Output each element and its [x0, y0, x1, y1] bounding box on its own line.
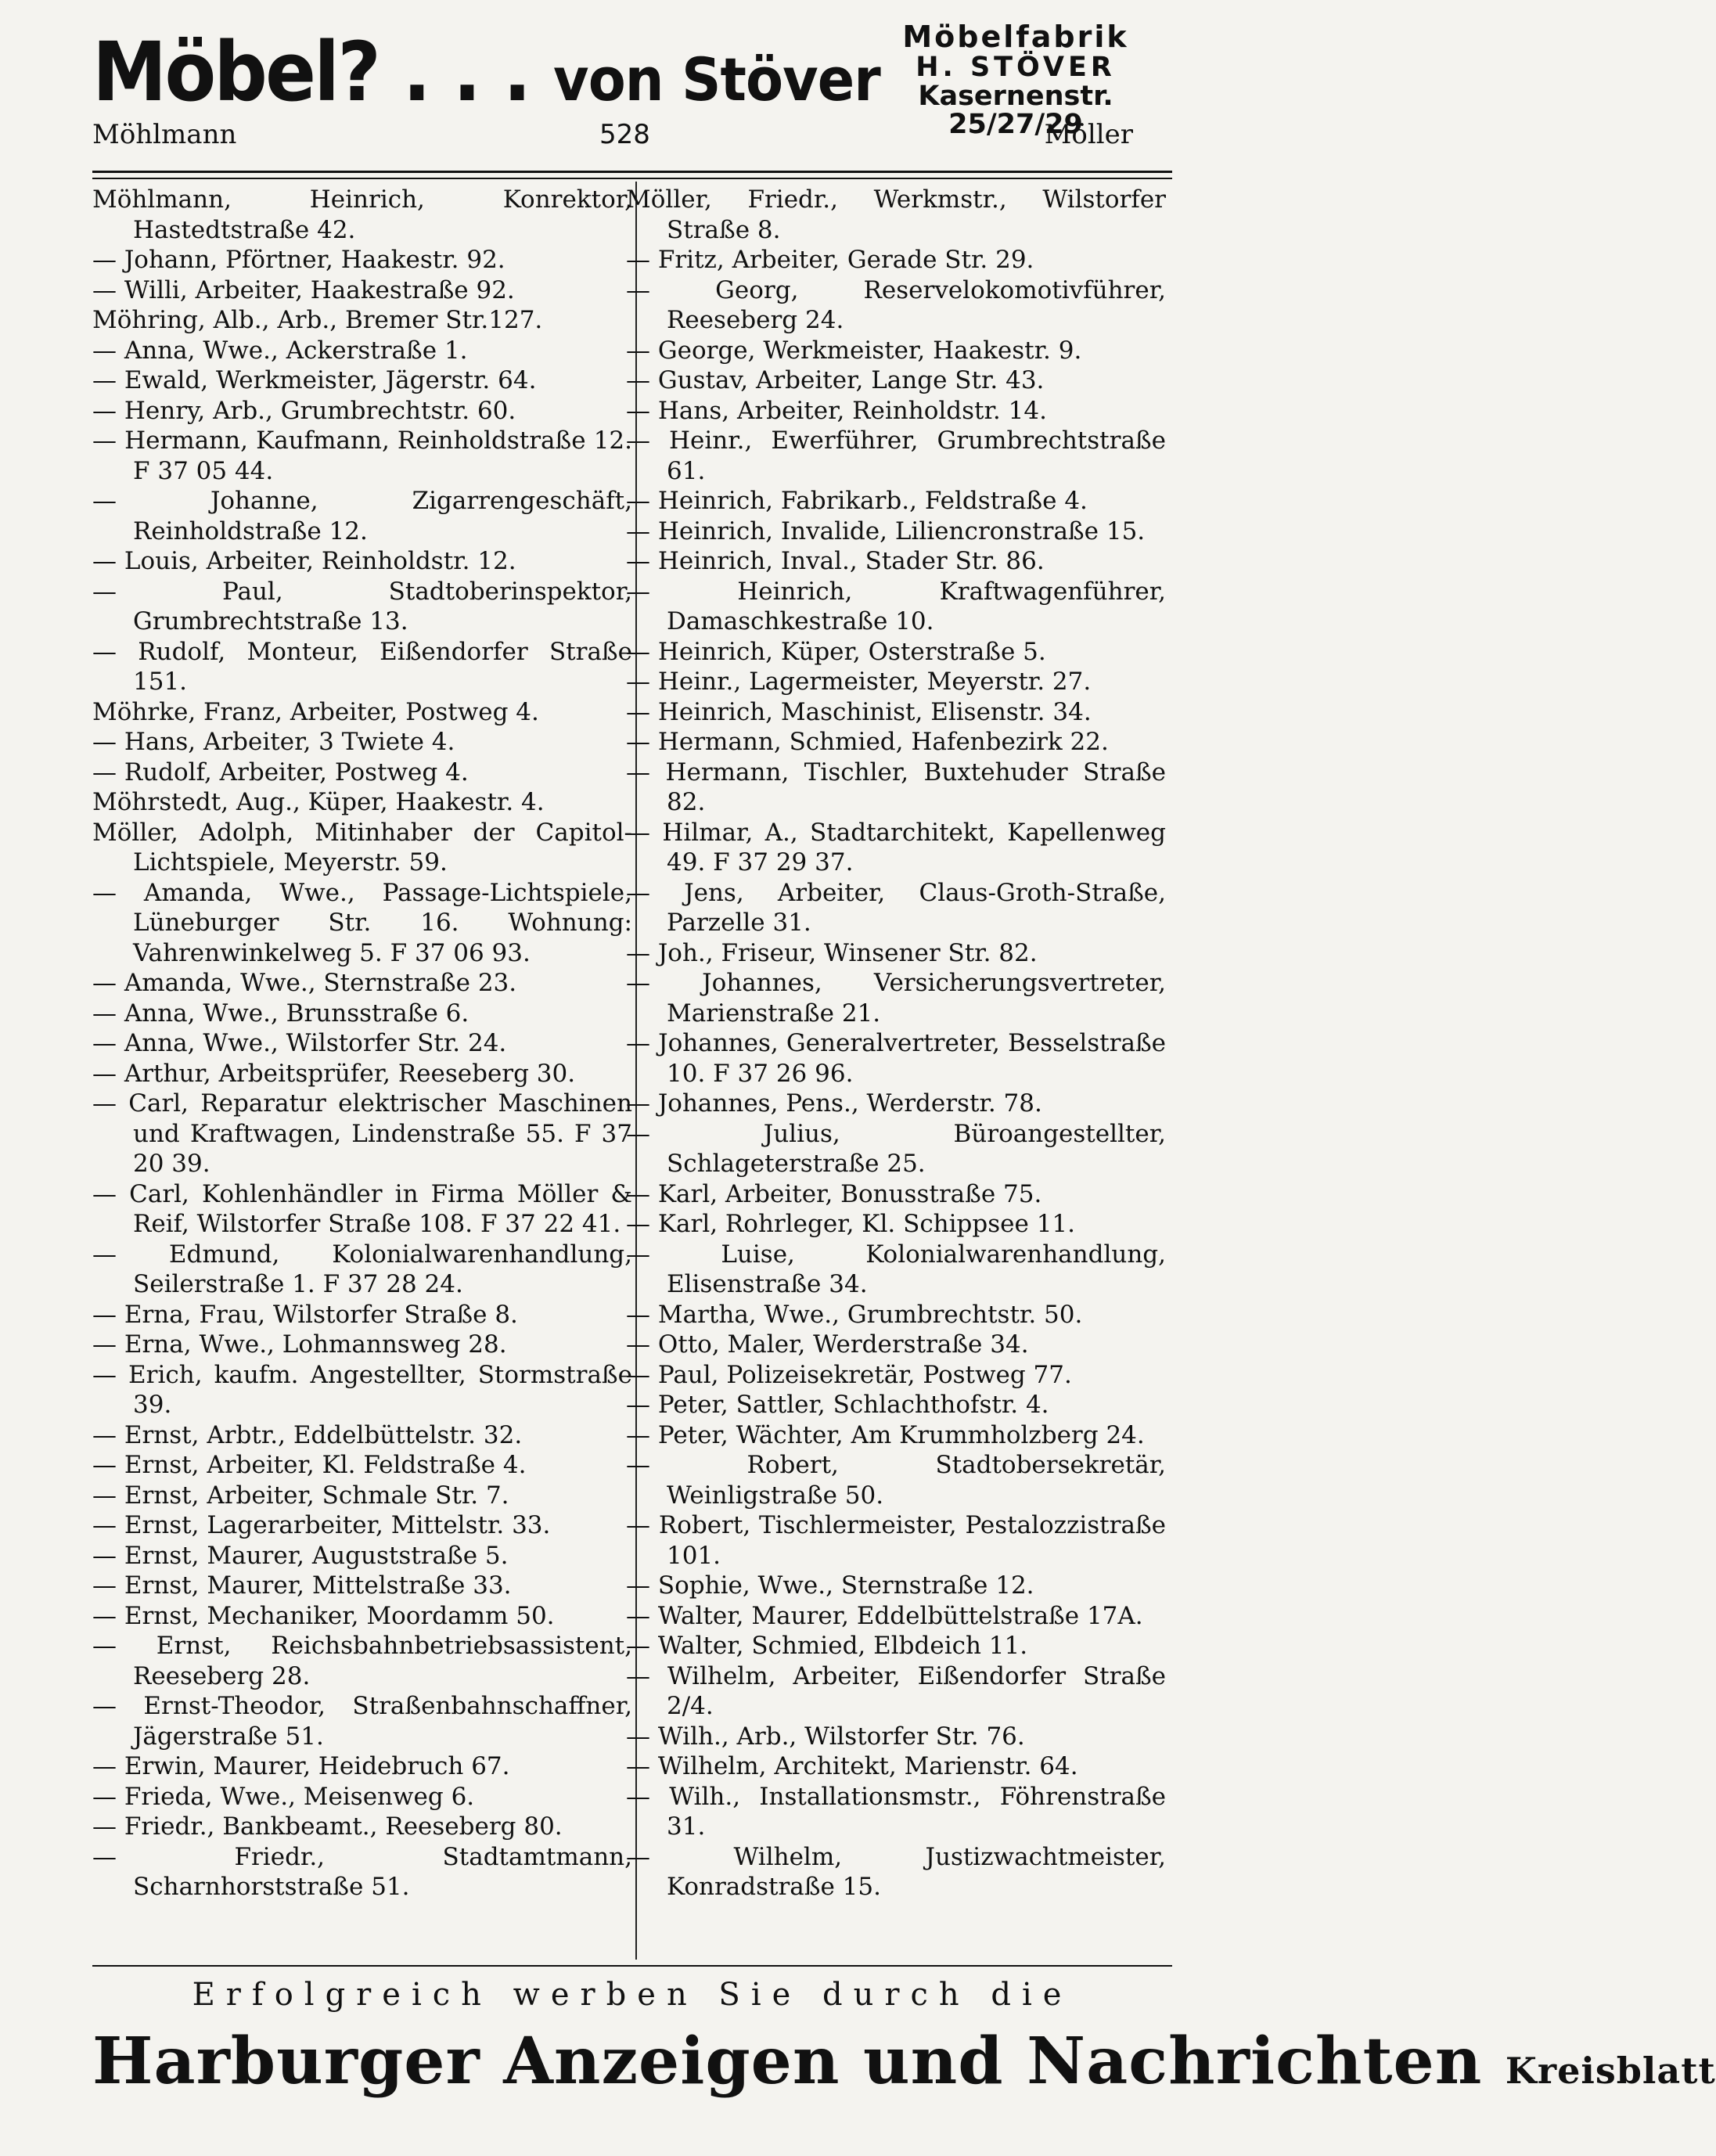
directory-entry: — Gustav, Arbeiter, Lange Str. 43. [626, 366, 1045, 394]
directory-entry: — Rudolf, Monteur, Eißendorfer Straße 151. [92, 637, 632, 696]
directory-entry: — Paul, Polizeisekretär, Postweg 77. [626, 1360, 1072, 1389]
directory-entry: — Heinr., Lagermeister, Meyerstr. 27. [626, 668, 1092, 696]
directory-entry: — Robert, Tischlermeister, Pestalozzistraße 101. [626, 1511, 1166, 1570]
directory-entry: — Hermann, Schmied, Hafenbezirk 22. [626, 728, 1109, 756]
directory-entry: — Amanda, Wwe., Passage-Lichtspiele, Lüneburger Str. 16. Wohnung: Vahrenwinkelweg 5. F 37 06 93. [92, 878, 632, 967]
directory-entry: — Walter, Schmied, Elbdeich 11. [626, 1632, 1028, 1660]
header-first-name: Möhlmann [92, 119, 237, 150]
directory-entry: — Fritz, Arbeiter, Gerade Str. 29. [626, 246, 1034, 274]
directory-entry: — Erna, Frau, Wilstorfer Straße 8. [92, 1300, 518, 1329]
directory-entry: — Robert, Stadtobersekretär, Weinligstraße 50. [626, 1451, 1166, 1510]
advert-company-name: H. STÖVER [916, 51, 1116, 83]
directory-entry: — Friedr., Bankbeamt., Reeseberg 80. [92, 1812, 563, 1841]
directory-entry: — Erwin, Maurer, Heidebruch 67. [92, 1752, 510, 1780]
advert-newspaper-title: Harburger Anzeigen und Nachrichten [92, 2024, 1483, 2099]
directory-entry: — Heinrich, Küper, Osterstraße 5. [626, 637, 1046, 666]
advert-newspaper-suffix: Kreisblatt [1505, 2050, 1716, 2092]
directory-entry: — Wilhelm, Arbeiter, Eißendorfer Straße 2/4. [626, 1661, 1166, 1720]
bottom-advertisement [92, 1972, 1716, 2129]
directory-entry: — Wilh., Arb., Wilstorfer Str. 76. [626, 1722, 1025, 1751]
directory-entry: — Amanda, Wwe., Sternstraße 23. [92, 969, 517, 997]
directory-entry: — Ernst, Reichsbahnbetriebsassistent, Reeseberg 28. [92, 1632, 632, 1690]
directory-entry: — Johannes, Versicherungsvertreter, Marienstraße 21. [626, 969, 1166, 1028]
directory-entry: — Johannes, Generalvertreter, Besselstraße 10. F 37 26 96. [626, 1029, 1166, 1088]
directory-entry: — Ernst, Maurer, Mittelstraße 33. [92, 1571, 512, 1600]
advert-tagline: Erfolgreich werben Sie durch die [192, 1977, 1073, 2013]
directory-entry: — Heinrich, Maschinist, Elisenstr. 34. [626, 697, 1092, 726]
directory-entry: — Erna, Wwe., Lohmannsweg 28. [92, 1330, 507, 1359]
directory-entry: — Georg, Reservelokomotivführer, Reeseberg 24. [626, 275, 1166, 334]
directory-entry: — Julius, Büroangestellter, Schlageterstraße 25. [626, 1119, 1166, 1178]
running-header [92, 119, 1133, 158]
directory-entry: Möhrke, Franz, Arbeiter, Postweg 4. [92, 697, 539, 726]
left-column [92, 185, 632, 1902]
directory-entry: — Frieda, Wwe., Meisenweg 6. [92, 1782, 475, 1811]
header-last-name: Möller [1044, 119, 1133, 150]
directory-entry: — Johann, Pförtner, Haakestr. 92. [92, 246, 505, 274]
directory-entry: Möhrstedt, Aug., Küper, Haakestr. 4. [92, 788, 545, 816]
directory-entry: — Hans, Arbeiter, 3 Twiete 4. [92, 728, 455, 756]
directory-entry: — Ernst, Maurer, Auguststraße 5. [92, 1541, 509, 1570]
directory-entry: — Ernst-Theodor, Straßenbahnschaffner, Jägerstraße 51. [92, 1692, 632, 1751]
directory-entry: — Wilh., Installationsmstr., Föhrenstraße 31. [626, 1782, 1166, 1841]
directory-entry: — Hilmar, A., Stadtarchitekt, Kapellenweg 49. F 37 29 37. [626, 818, 1166, 876]
directory-entry: — Ewald, Werkmeister, Jägerstr. 64. [92, 366, 537, 394]
directory-entry: — Ernst, Arbeiter, Schmale Str. 7. [92, 1481, 509, 1510]
directory-entry: — Carl, Kohlenhändler in Firma Möller & Reif, Wilstorfer Straße 108. F 37 22 41. [92, 1179, 632, 1238]
directory-entry: Möller, Friedr., Werkmstr., Wilstorfer Straße 8. [626, 185, 1166, 244]
directory-entry: — Jens, Arbeiter, Claus-Groth-Straße, Parzelle 31. [626, 878, 1166, 937]
directory-entry: — Luise, Kolonialwarenhandlung, Elisenstraße 34. [626, 1240, 1166, 1298]
directory-entry: — Peter, Sattler, Schlachthofstr. 4. [626, 1391, 1049, 1419]
header-rule-thin [92, 178, 1172, 179]
directory-entry: — Ernst, Arbeiter, Kl. Feldstraße 4. [92, 1451, 527, 1479]
directory-entry: Möhring, Alb., Arb., Bremer Str.127. [92, 306, 543, 334]
directory-entry: — Paul, Stadtoberinspektor, Grumbrechtstraße 13. [92, 577, 632, 635]
directory-entry: — Anna, Wwe., Wilstorfer Str. 24. [92, 1029, 507, 1057]
directory-entry: — Walter, Maurer, Eddelbüttelstraße 17A. [626, 1601, 1143, 1630]
advert-slogan [92, 24, 880, 120]
directory-entry: — Anna, Wwe., Ackerstraße 1. [92, 336, 468, 365]
directory-entry: — Ernst, Arbtr., Eddelbüttelstr. 32. [92, 1420, 523, 1449]
directory-entry: — Friedr., Stadtamtmann, Scharnhorststraße 51. [92, 1842, 632, 1901]
advert-company-type: Möbelfabrik [902, 20, 1129, 54]
directory-entry: Möller, Adolph, Mitinhaber der Capitol-Lichtspiele, Meyerstr. 59. [92, 818, 632, 876]
directory-entry: — Heinrich, Invalide, Liliencronstraße 15. [626, 517, 1146, 545]
directory-entry: — Willi, Arbeiter, Haakestraße 92. [92, 275, 515, 304]
directory-entry: — Rudolf, Arbeiter, Postweg 4. [92, 758, 469, 786]
directory-entry: — Karl, Arbeiter, Bonusstraße 75. [626, 1179, 1042, 1208]
directory-entry: — Hermann, Tischler, Buxtehuder Straße 82. [626, 758, 1166, 816]
directory-entry: Möhlmann, Heinrich, Konrektor, Hastedtstraße 42. [92, 185, 632, 244]
directory-entry: — Edmund, Kolonialwarenhandlung, Seilerstraße 1. F 37 28 24. [92, 1240, 632, 1298]
directory-entry: — Heinr., Ewerführer, Grumbrechtstraße 61. [626, 427, 1166, 485]
directory-entry: — Joh., Friseur, Winsener Str. 82. [626, 938, 1038, 967]
directory-entry: — George, Werkmeister, Haakestr. 9. [626, 336, 1082, 365]
directory-entry: — Martha, Wwe., Grumbrechtstr. 50. [626, 1300, 1083, 1329]
directory-entry: — Heinrich, Fabrikarb., Feldstraße 4. [626, 487, 1088, 515]
directory-entry: — Louis, Arbeiter, Reinholdstr. 12. [92, 547, 516, 575]
footer-rule [92, 1965, 1172, 1967]
directory-entry: — Heinrich, Inval., Stader Str. 86. [626, 547, 1045, 575]
directory-entry: — Erich, kaufm. Angestellter, Stormstraße 39. [92, 1360, 632, 1419]
directory-entry: — Anna, Wwe., Brunsstraße 6. [92, 999, 469, 1028]
page-number: 528 [599, 119, 650, 150]
header-rule [92, 171, 1172, 173]
directory-entry: — Wilhelm, Architekt, Marienstr. 64. [626, 1752, 1078, 1780]
directory-entry: — Wilhelm, Justizwachtmeister, Konradstraße 15. [626, 1842, 1166, 1901]
directory-entry: — Sophie, Wwe., Sternstraße 12. [626, 1571, 1034, 1600]
advert-slogan-part2: von Stöver [553, 45, 880, 114]
directory-entry: — Ernst, Lagerarbeiter, Mittelstr. 33. [92, 1511, 551, 1539]
directory-entry: — Otto, Maler, Werderstraße 34. [626, 1330, 1029, 1359]
advert-company-address: Kasernenstr. 25/27/29 [918, 80, 1113, 141]
directory-entry: — Karl, Rohrleger, Kl. Schippsee 11. [626, 1210, 1075, 1238]
advert-newspaper [92, 2024, 1716, 2099]
directory-entry: — Peter, Wächter, Am Krummholzberg 24. [626, 1420, 1145, 1449]
directory-entry: — Ernst, Mechaniker, Moordamm 50. [92, 1601, 555, 1630]
right-column [626, 185, 1166, 1902]
directory-entry: — Henry, Arb., Grumbrechtstr. 60. [92, 396, 516, 425]
directory-entry: — Hermann, Kaufmann, Reinholdstraße 12. F 37 05 44. [92, 427, 632, 485]
directory-entry: — Johannes, Pens., Werderstr. 78. [626, 1089, 1042, 1118]
advert-slogan-part1: Möbel? . . . [92, 24, 554, 120]
directory-entry: — Carl, Reparatur elektrischer Maschinen und Kraftwagen, Lindenstraße 55. F 37 20 39. [92, 1089, 632, 1178]
directory-entry: — Arthur, Arbeitsprüfer, Reeseberg 30. [92, 1059, 576, 1088]
directory-entry: — Hans, Arbeiter, Reinholdstr. 14. [626, 396, 1047, 425]
directory-entry: — Heinrich, Kraftwagenführer, Damaschkestraße 10. [626, 577, 1166, 635]
directory-entry: — Johanne, Zigarrengeschäft, Reinholdstraße 12. [92, 487, 632, 545]
